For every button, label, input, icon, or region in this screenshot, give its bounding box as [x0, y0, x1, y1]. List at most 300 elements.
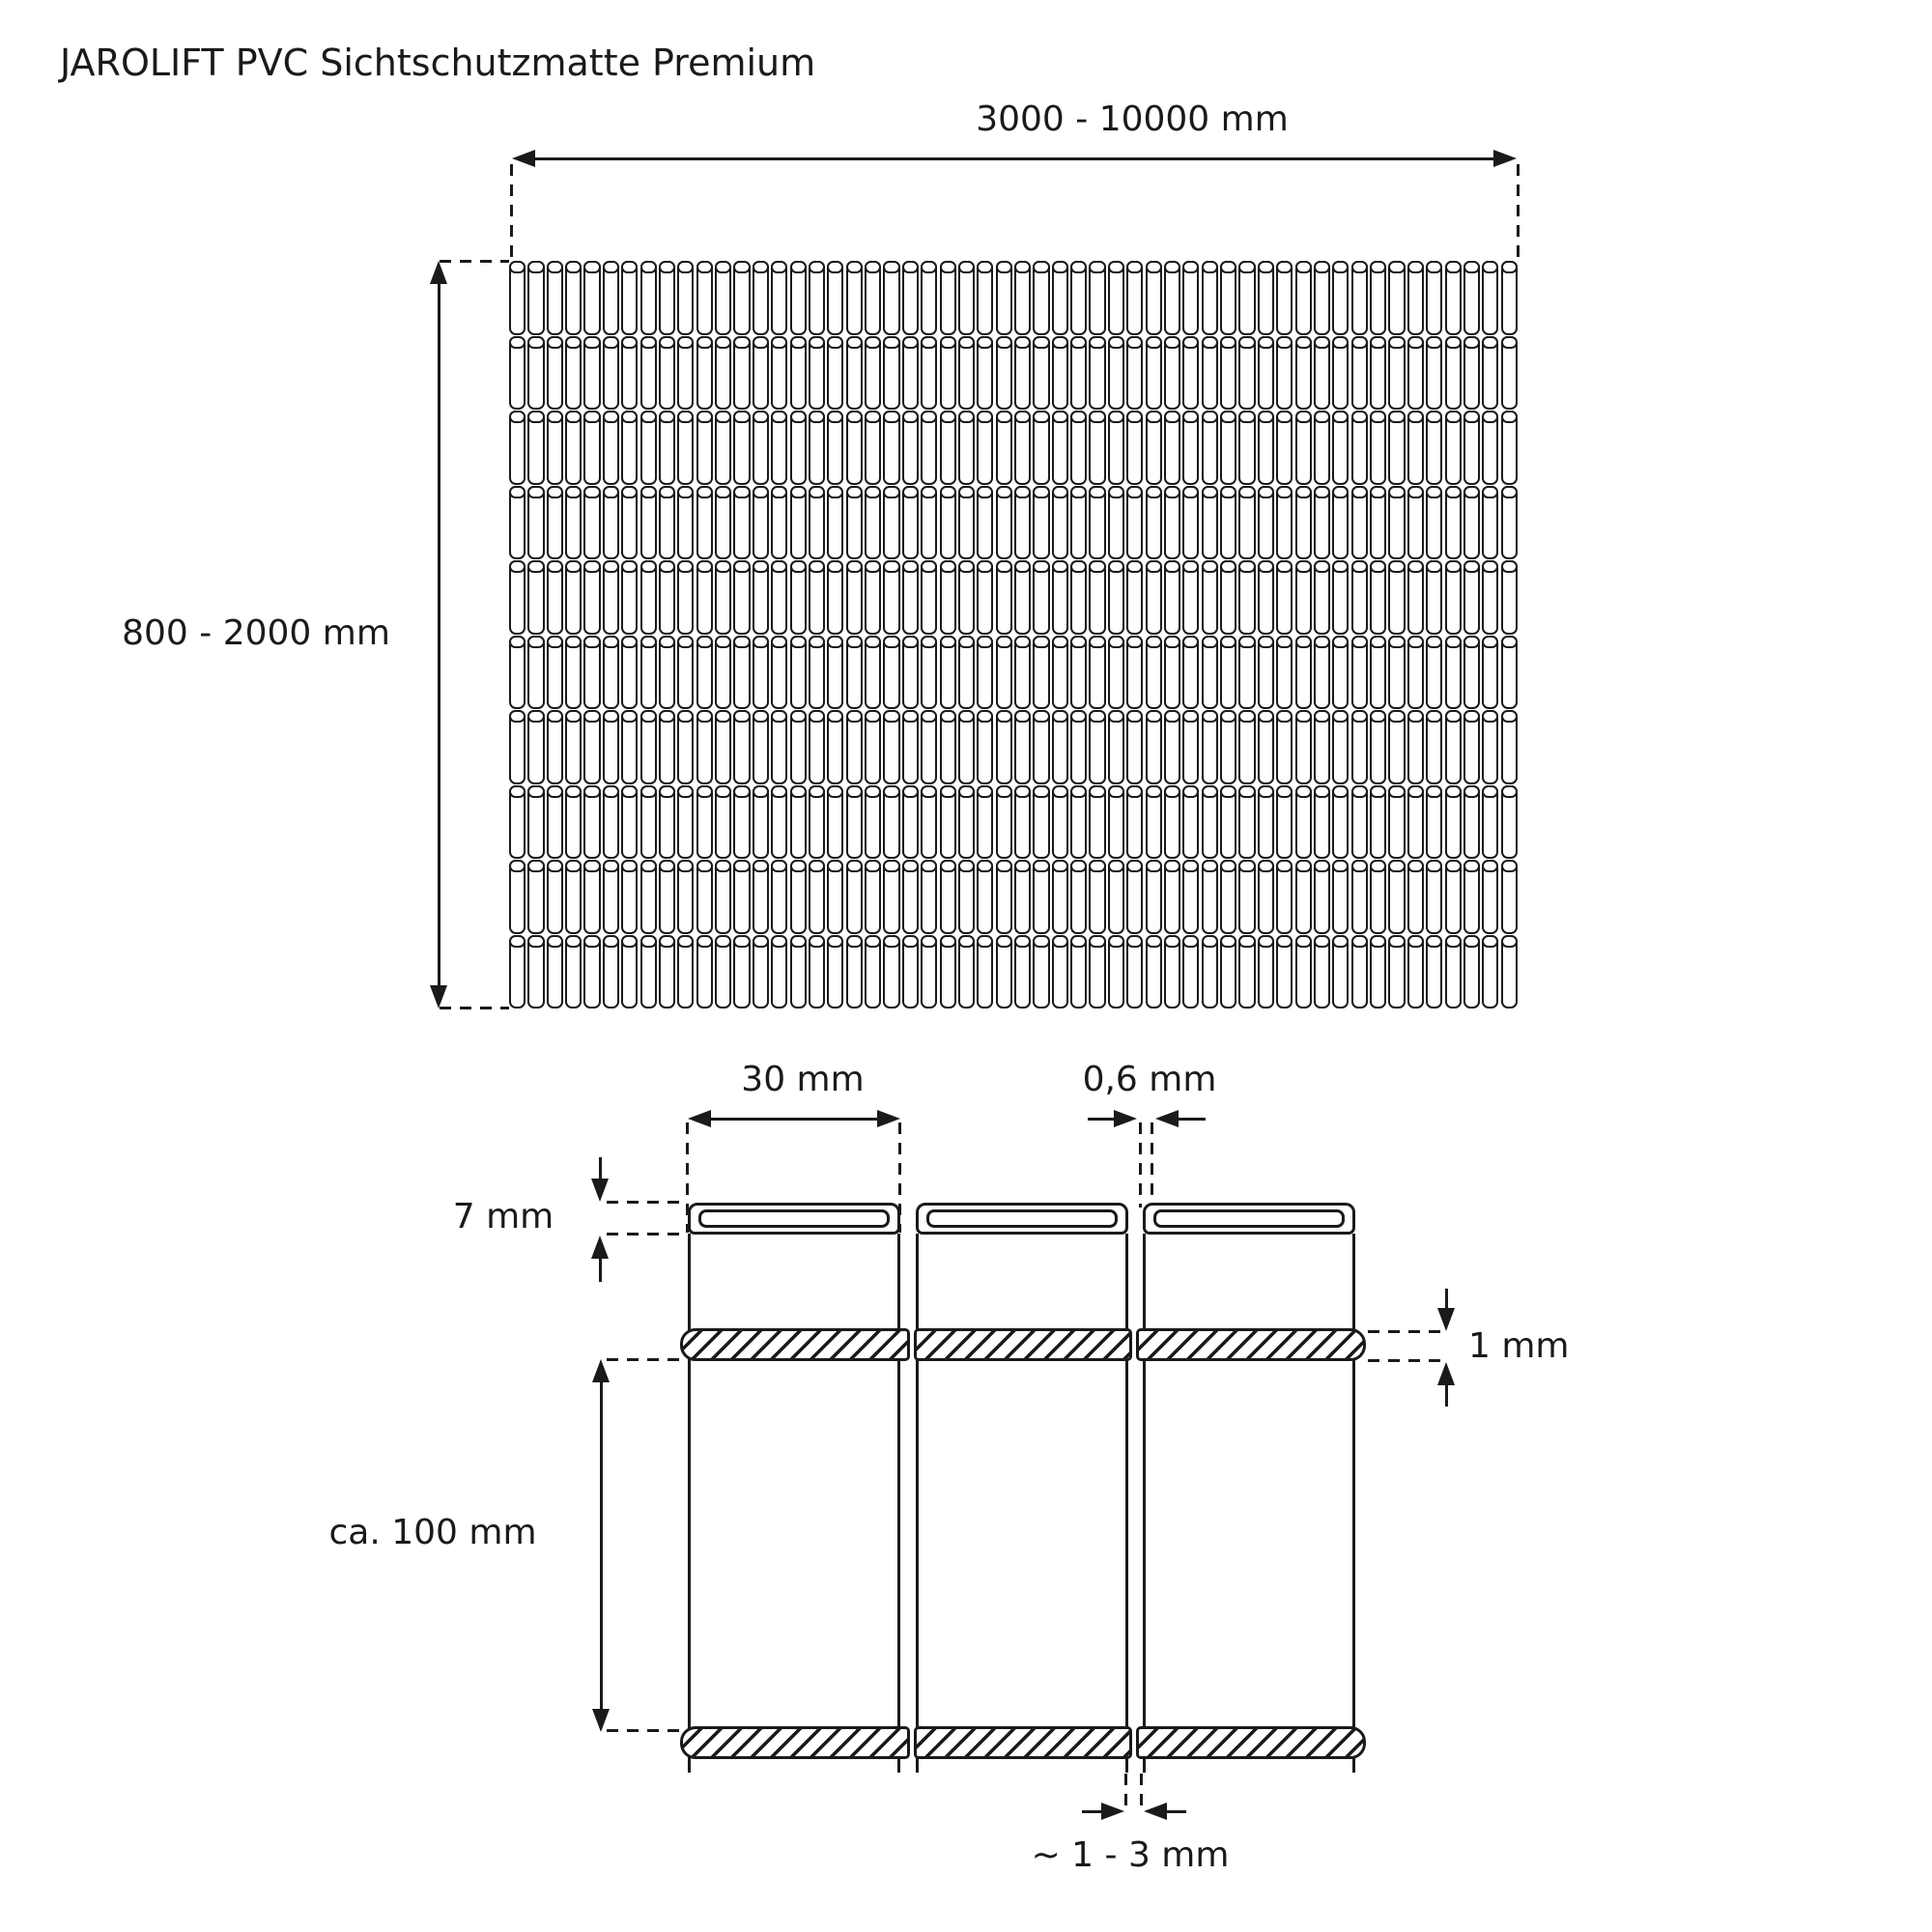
mat-slat-segment [1146, 560, 1162, 635]
mat-slat-segment [1202, 785, 1218, 860]
mat-slat-segment [1370, 486, 1386, 560]
width-dimension-line [533, 157, 1495, 160]
mat-slat-segment [958, 336, 975, 411]
mat-slat-segment [1351, 710, 1368, 784]
mat-slat-segment [1220, 261, 1236, 335]
mat-slat-segment [1108, 785, 1124, 860]
mat-slat-segment [1482, 486, 1498, 560]
mat-slat-segment [640, 935, 657, 1009]
mat-slat-segment [1426, 411, 1442, 485]
mat-slat-segment [1238, 411, 1255, 485]
mat-slat-segment [1295, 261, 1312, 335]
mat-slat-segment [1463, 935, 1480, 1009]
mat-slat-segment [603, 636, 619, 710]
mat-slat-segment [1182, 560, 1199, 635]
mat-slat-segment [1332, 336, 1349, 411]
mat-slat-segment [565, 560, 582, 635]
mat-slat-segment [1332, 261, 1349, 335]
mat-slat-segment [583, 785, 600, 860]
mat-slat-segment [1295, 935, 1312, 1009]
mat-slat-segment [902, 486, 919, 560]
arrowhead-left-icon [512, 150, 535, 167]
mat-slat-segment [696, 486, 713, 560]
mat-slat-segment [1332, 785, 1349, 860]
mat-slat-segment [1482, 336, 1498, 411]
mat-slat-segment [715, 261, 731, 335]
mat-slat-segment [1164, 336, 1180, 411]
mat-slat-segment [1108, 636, 1124, 710]
mat-slat-segment [1370, 636, 1386, 710]
wire-spacing-label: ca. 100 mm [328, 1513, 537, 1552]
mat-slat-segment [603, 785, 619, 860]
mat-slat-segment [621, 860, 638, 934]
mat-slat-segment [865, 261, 881, 335]
mat-slat-segment [1276, 785, 1293, 860]
mat-slat-segment [1351, 486, 1368, 560]
slat-profile-cavity [698, 1209, 890, 1228]
mat-slat-segment [715, 935, 731, 1009]
mat-slat-segment [565, 710, 582, 784]
mat-slat-segment [958, 860, 975, 934]
mat-slat-segment [996, 785, 1012, 860]
mat-slat-segment [921, 935, 937, 1009]
mat-slat-segment [1220, 486, 1236, 560]
mat-slat-segment [1426, 486, 1442, 560]
mat-slat-segment [753, 486, 769, 560]
mat-slat-segment [696, 636, 713, 710]
mat-slat-segment [1295, 560, 1312, 635]
extension-line [607, 1729, 688, 1732]
mat-slat-segment [1501, 560, 1518, 635]
mat-slat-segment [1033, 261, 1049, 335]
mat-slat-segment [1370, 560, 1386, 635]
mat-slat-segment [1146, 710, 1162, 784]
mat-slat-segment [1501, 785, 1518, 860]
mat-slat-segment [809, 710, 825, 784]
mat-slat-segment [1351, 336, 1368, 411]
extension-line [607, 1358, 688, 1361]
mat-slat-segment [1295, 336, 1312, 411]
mat-slat-segment [1482, 411, 1498, 485]
mat-slat-segment [527, 935, 544, 1009]
mat-slat-segment [1332, 935, 1349, 1009]
mat-slat-segment [1407, 636, 1424, 710]
mat-slat-segment [565, 261, 582, 335]
mat-slat-segment [1126, 935, 1143, 1009]
mat-slat-segment [1351, 560, 1368, 635]
mat-slat-segment [1314, 336, 1330, 411]
mat-slat-segment [1220, 785, 1236, 860]
mat-slat-segment [1146, 261, 1162, 335]
mat-slat-segment [696, 860, 713, 934]
mat-slat-segment [527, 710, 544, 784]
leader-line [599, 1157, 602, 1180]
mat-slat-segment [1276, 261, 1293, 335]
mat-slat-segment [921, 636, 937, 710]
mat-slat-segment [1108, 486, 1124, 560]
mat-slat-segment [1182, 411, 1199, 485]
mat-slat-segment [996, 935, 1012, 1009]
mat-slat-segment [865, 785, 881, 860]
mat-slat-segment [977, 560, 993, 635]
leader-line [1082, 1810, 1103, 1813]
mat-slat-segment [1070, 486, 1087, 560]
mat-slat-segment [921, 411, 937, 485]
mat-slat-segment [1351, 860, 1368, 934]
mat-slat-segment [1407, 560, 1424, 635]
mat-slat-segment [1314, 261, 1330, 335]
mat-slat-segment [583, 261, 600, 335]
wire-spacing-dimension-line [600, 1379, 603, 1712]
mat-slat-segment [1182, 785, 1199, 860]
mat-slat-segment [583, 935, 600, 1009]
mat-slat-segment [1182, 636, 1199, 710]
mat-slat-segment [1052, 785, 1068, 860]
mat-slat-segment [1126, 486, 1143, 560]
extension-line [1151, 1122, 1153, 1208]
mat-slat-segment [659, 486, 675, 560]
mat-slat-segment [883, 486, 899, 560]
mat-slat-segment [1238, 636, 1255, 710]
mat-slat-segment [1014, 336, 1031, 411]
mat-slat-segment [958, 785, 975, 860]
mat-slat-segment [509, 336, 526, 411]
mat-slat-segment [677, 486, 694, 560]
mat-slat-segment [1482, 785, 1498, 860]
mat-slat-segment [1014, 560, 1031, 635]
mat-slat-segment [677, 560, 694, 635]
mat-slat-segment [603, 860, 619, 934]
arrowhead-up-icon [592, 1359, 610, 1382]
mat-slat-segment [1463, 710, 1480, 784]
mat-slat-segment [1370, 785, 1386, 860]
mat-slat-segment [547, 336, 563, 411]
mat-slat-segment [977, 486, 993, 560]
mat-slat-segment [865, 336, 881, 411]
mat-slat-segment [583, 636, 600, 710]
height-dimension-line [438, 269, 440, 1001]
mat-slat-segment [1276, 486, 1293, 560]
mat-slat-segment [715, 860, 731, 934]
mat-slat-segment [921, 336, 937, 411]
mat-slat-segment [659, 560, 675, 635]
mat-slat-segment [883, 860, 899, 934]
mat-slat-segment [1238, 486, 1255, 560]
mat-slat-segment [771, 710, 787, 784]
mat-slat-segment [1033, 411, 1049, 485]
mat-slat-segment [1033, 935, 1049, 1009]
mat-slat-segment [846, 785, 863, 860]
mat-slat-segment [977, 336, 993, 411]
mat-slat-segment [621, 935, 638, 1009]
mat-slat-segment [846, 261, 863, 335]
mat-slat-segment [790, 785, 807, 860]
mat-slat-segment [1033, 710, 1049, 784]
mat-slat-segment [1146, 935, 1162, 1009]
mat-slat-segment [1463, 486, 1480, 560]
mat-slat-segment [1108, 935, 1124, 1009]
mat-slat-segment [1108, 336, 1124, 411]
mat-slat-segment [733, 636, 750, 710]
mat-slat-segment [846, 560, 863, 635]
mat-slat-segment [1238, 336, 1255, 411]
mat-slat-segment [921, 710, 937, 784]
mat-slat-segment [1070, 935, 1087, 1009]
mat-slat-segment [1332, 636, 1349, 710]
mat-slat-segment [527, 336, 544, 411]
mat-slat-segment [1276, 636, 1293, 710]
mat-slat-segment [790, 560, 807, 635]
mat-slat-segment [1126, 710, 1143, 784]
mat-slat-segment [527, 261, 544, 335]
mat-slat-segment [677, 336, 694, 411]
mat-slat-segment [565, 935, 582, 1009]
mat-slat-segment [809, 636, 825, 710]
mat-slat-segment [846, 411, 863, 485]
mat-slat-segment [1164, 636, 1180, 710]
mat-slat-segment [771, 261, 787, 335]
leader-line [1165, 1810, 1186, 1813]
extension-line [1124, 1774, 1127, 1814]
mat-slat-segment [659, 860, 675, 934]
mat-slat-segment [603, 710, 619, 784]
mat-slat-segment [583, 411, 600, 485]
mat-slat-segment [846, 860, 863, 934]
mat-slat-segment [771, 860, 787, 934]
mat-slat-segment [1388, 785, 1405, 860]
mat-slat-segment [940, 710, 956, 784]
mat-slat-segment [603, 411, 619, 485]
mat-slat-segment [1407, 785, 1424, 860]
mat-slat-segment [1407, 710, 1424, 784]
mat-slat-segment [1482, 935, 1498, 1009]
mat-slat-segment [1482, 636, 1498, 710]
mat-slat-segment [527, 411, 544, 485]
mat-slat-segment [696, 710, 713, 784]
mat-slat-segment [809, 935, 825, 1009]
mat-slat-segment [865, 710, 881, 784]
mat-slat-segment [996, 860, 1012, 934]
mat-slat-segment [940, 636, 956, 710]
mat-slat-segment [677, 860, 694, 934]
arrowhead-right-icon [1493, 150, 1517, 167]
mat-slat-segment [1164, 560, 1180, 635]
mat-slat-segment [733, 560, 750, 635]
mat-slat-segment [902, 710, 919, 784]
mat-slat-segment [1407, 486, 1424, 560]
wire-thickness-label: 1 mm [1468, 1326, 1570, 1366]
mat-slat-segment [977, 860, 993, 934]
mat-slat-segment [1482, 261, 1498, 335]
mat-slat-segment [1220, 860, 1236, 934]
mat-slat-segment [715, 636, 731, 710]
mat-slat-segment [1351, 636, 1368, 710]
mat-slat-segment [1276, 411, 1293, 485]
mat-slat-segment [1351, 935, 1368, 1009]
mat-slat-segment [659, 411, 675, 485]
mat-slat-segment [1070, 710, 1087, 784]
mat-slat-segment [1388, 636, 1405, 710]
slat-profile-cavity [1153, 1209, 1345, 1228]
arrowhead-right-icon [1114, 1110, 1137, 1127]
mat-slat-segment [1126, 785, 1143, 860]
profile-height-label: 7 mm [452, 1197, 554, 1236]
mat-slat-segment [696, 935, 713, 1009]
mat-slat-segment [771, 486, 787, 560]
mat-slat-segment [547, 411, 563, 485]
privacy-mat-front-view [509, 261, 1520, 1009]
mat-slat-segment [1501, 336, 1518, 411]
mat-slat-segment [1388, 411, 1405, 485]
mat-slat-segment [1164, 935, 1180, 1009]
slat-width-dimension-line [709, 1118, 879, 1121]
mat-slat-segment [1126, 860, 1143, 934]
mat-slat-segment [1314, 411, 1330, 485]
twisted-wire-row [914, 1726, 1132, 1759]
mat-slat-segment [1089, 560, 1105, 635]
mat-slat-segment [1276, 860, 1293, 934]
twisted-wire-row [1136, 1726, 1366, 1759]
mat-slat-segment [715, 785, 731, 860]
mat-slat-segment [1220, 935, 1236, 1009]
slat-profile-cap [688, 1203, 900, 1235]
mat-slat-segment [677, 411, 694, 485]
mat-slat-segment [1033, 560, 1049, 635]
mat-slat-segment [865, 935, 881, 1009]
arrowhead-left-icon [688, 1110, 711, 1127]
mat-slat-segment [733, 411, 750, 485]
mat-slat-segment [527, 560, 544, 635]
twisted-wire-row [1136, 1328, 1366, 1361]
mat-slat-segment [958, 411, 975, 485]
slat-profile-cap [916, 1203, 1128, 1235]
mat-slat-segment [771, 560, 787, 635]
mat-slat-segment [1202, 935, 1218, 1009]
mat-slat-segment [940, 785, 956, 860]
mat-slat-segment [1351, 411, 1368, 485]
mat-slat-segment [1146, 336, 1162, 411]
mat-slat-segment [509, 785, 526, 860]
mat-slat-segment [790, 486, 807, 560]
mat-slat-segment [827, 785, 843, 860]
extension-line [607, 1233, 688, 1236]
mat-slat-segment [940, 411, 956, 485]
extension-line [1368, 1330, 1441, 1333]
mat-slat-segment [1314, 785, 1330, 860]
mat-slat-segment [977, 261, 993, 335]
mat-slat-segment [677, 636, 694, 710]
arrowhead-right-icon [877, 1110, 900, 1127]
extension-line [440, 260, 509, 263]
mat-slat-segment [883, 935, 899, 1009]
mat-slat-segment [809, 785, 825, 860]
arrowhead-down-icon [430, 985, 447, 1009]
mat-slat-segment [509, 486, 526, 560]
mat-slat-segment [640, 336, 657, 411]
mat-slat-segment [1332, 710, 1349, 784]
mat-slat-segment [715, 560, 731, 635]
mat-slat-segment [1202, 636, 1218, 710]
arrowhead-left-icon [1144, 1803, 1167, 1820]
mat-slat-segment [1388, 261, 1405, 335]
extension-line [607, 1201, 688, 1204]
mat-slat-segment [883, 710, 899, 784]
mat-slat-segment [1463, 560, 1480, 635]
mat-slat-segment [1089, 336, 1105, 411]
mat-slat-segment [1482, 710, 1498, 784]
mat-slat-segment [621, 710, 638, 784]
mat-slat-segment [958, 261, 975, 335]
mat-slat-segment [1463, 261, 1480, 335]
mat-slat-segment [790, 411, 807, 485]
mat-slat-segment [1258, 486, 1274, 560]
mat-slat-segment [958, 486, 975, 560]
mat-slat-segment [827, 636, 843, 710]
mat-slat-segment [1426, 560, 1442, 635]
mat-slat-segment [846, 486, 863, 560]
mat-slat-segment [1258, 261, 1274, 335]
mat-slat-segment [1501, 486, 1518, 560]
mat-slat-segment [1351, 785, 1368, 860]
slat-profile-cavity [926, 1209, 1118, 1228]
mat-slat-segment [547, 710, 563, 784]
mat-slat-segment [1445, 560, 1462, 635]
mat-slat-segment [1052, 336, 1068, 411]
mat-slat-segment [1033, 785, 1049, 860]
mat-slat-segment [1445, 935, 1462, 1009]
mat-slat-segment [921, 261, 937, 335]
mat-slat-segment [1014, 411, 1031, 485]
mat-slat-segment [1314, 636, 1330, 710]
mat-slat-segment [1014, 261, 1031, 335]
mat-slat-segment [827, 560, 843, 635]
mat-slat-segment [509, 636, 526, 710]
mat-slat-segment [1182, 935, 1199, 1009]
mat-slat-segment [809, 860, 825, 934]
mat-slat-segment [1108, 860, 1124, 934]
leader-line [1179, 1118, 1206, 1121]
mat-slat-segment [865, 860, 881, 934]
mat-slat-segment [809, 560, 825, 635]
mat-slat-segment [1126, 411, 1143, 485]
mat-slat-segment [640, 411, 657, 485]
mat-slat-segment [1426, 636, 1442, 710]
mat-slat-segment [583, 710, 600, 784]
mat-slat-segment [547, 636, 563, 710]
mat-slat-segment [1445, 336, 1462, 411]
mat-slat-segment [547, 860, 563, 934]
mat-slat-segment [883, 560, 899, 635]
leader-line [1088, 1118, 1115, 1121]
mat-slat-segment [621, 336, 638, 411]
mat-slat-segment [603, 336, 619, 411]
extension-line [510, 164, 513, 259]
mat-slat-segment [640, 636, 657, 710]
mat-slat-segment [902, 636, 919, 710]
mat-slat-segment [827, 935, 843, 1009]
mat-slat-segment [621, 486, 638, 560]
mat-slat-segment [603, 261, 619, 335]
mat-slat-segment [733, 785, 750, 860]
mat-slat-segment [1332, 411, 1349, 485]
mat-slat-segment [958, 560, 975, 635]
arrowhead-up-icon [430, 261, 447, 284]
mat-slat-segment [1238, 710, 1255, 784]
mat-slat-segment [1202, 560, 1218, 635]
mat-slat-segment [1314, 935, 1330, 1009]
mat-slat-segment [1146, 411, 1162, 485]
mat-slat-segment [565, 336, 582, 411]
